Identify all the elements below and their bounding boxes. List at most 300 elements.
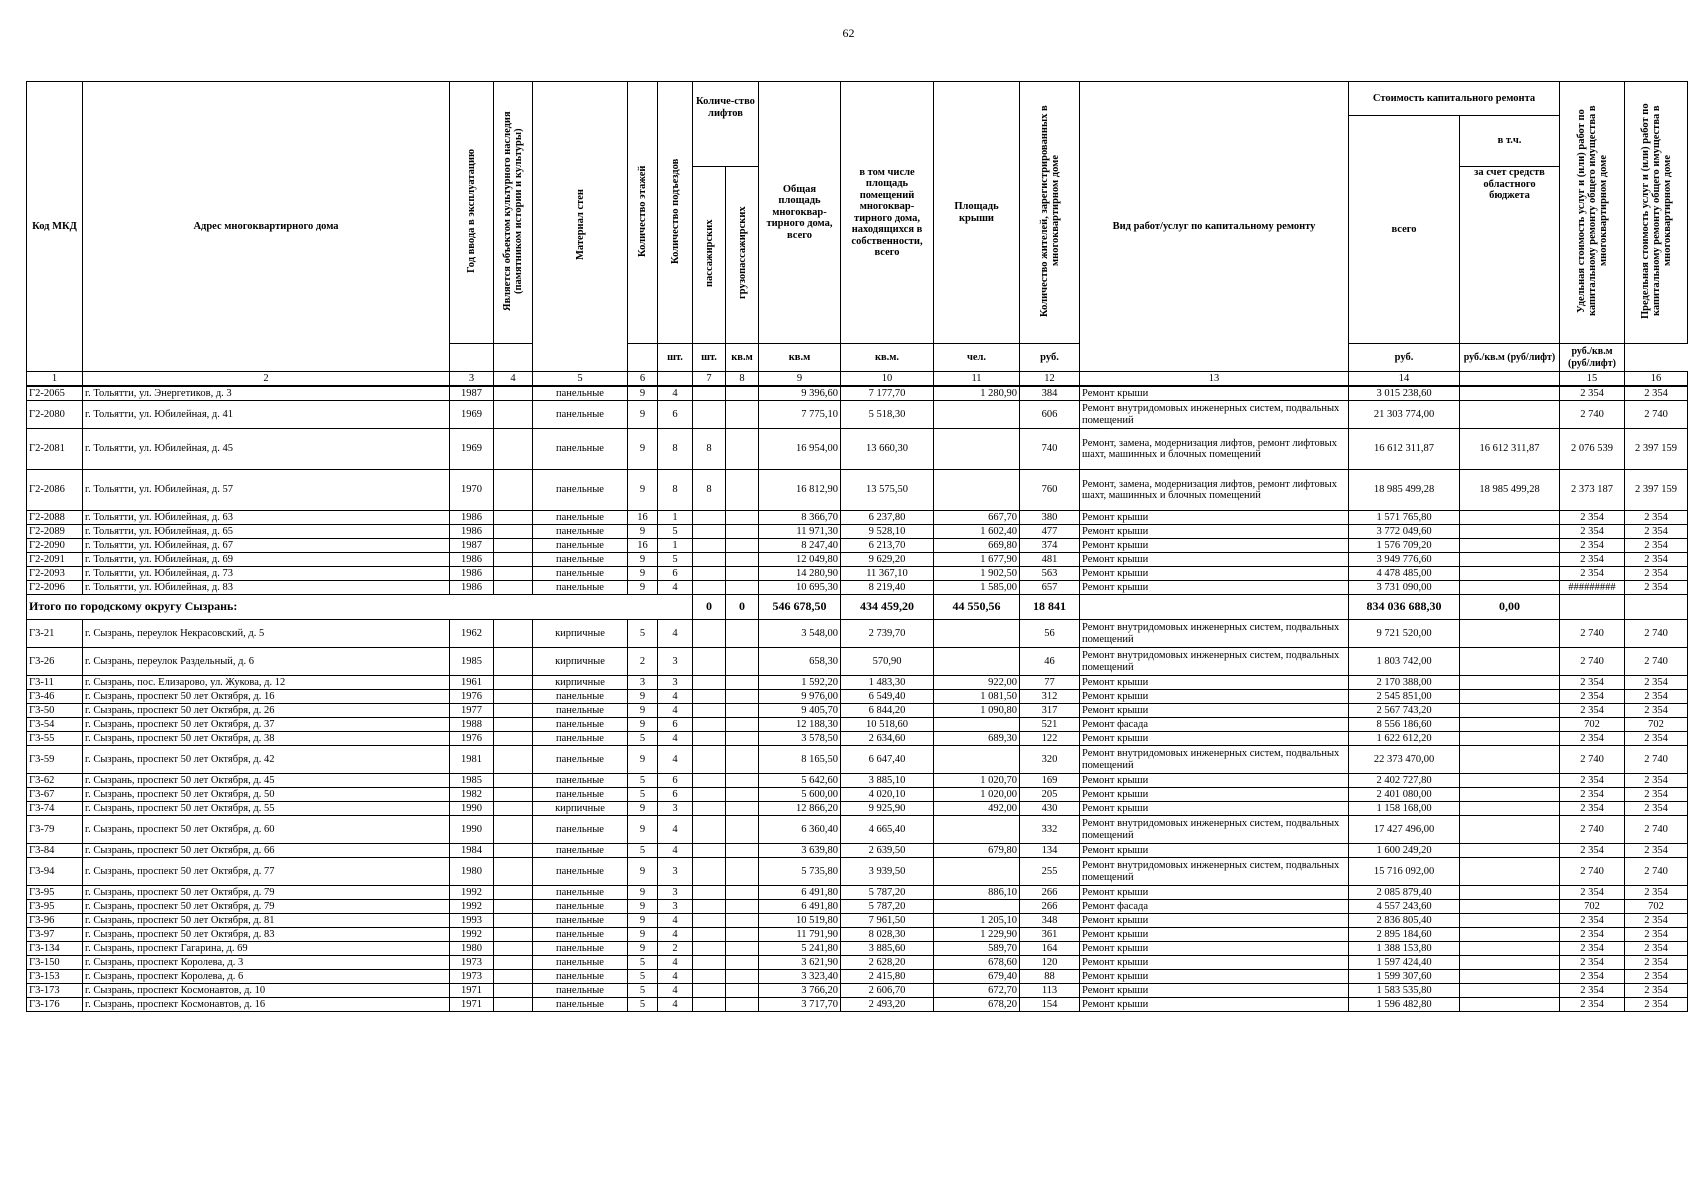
page-number: 62 xyxy=(842,26,855,40)
cell-regional xyxy=(1460,746,1560,774)
cell-year: 1980 xyxy=(450,942,494,956)
cell-cost: 1 576 709,20 xyxy=(1349,539,1460,553)
cell-cost: 1 599 307,60 xyxy=(1349,970,1460,984)
header-cost-total: всего xyxy=(1349,116,1460,344)
total-roof-area: 44 550,56 xyxy=(934,595,1020,620)
cell-heritage xyxy=(494,676,533,690)
cell-floors: 9 xyxy=(628,816,658,844)
cell-regional xyxy=(1460,525,1560,539)
cell-address: г. Сызрань, проспект Гагарина, д. 69 xyxy=(83,942,450,956)
cell-floors: 9 xyxy=(628,525,658,539)
cell-lp xyxy=(693,539,726,553)
table-row xyxy=(27,525,1688,539)
header-walls: Материал стен xyxy=(574,189,586,261)
cell-heritage xyxy=(494,648,533,676)
header-entrances: Количество подъездов xyxy=(669,158,681,264)
cell-owned-area: 3 885,10 xyxy=(841,774,934,788)
unit-total-area: кв.м xyxy=(726,344,759,372)
cell-roof-area: 1 602,40 xyxy=(934,525,1020,539)
cell-walls: панельные xyxy=(533,886,628,900)
table-row xyxy=(27,858,1688,886)
cell-walls: панельные xyxy=(533,511,628,525)
cell-year: 1971 xyxy=(450,998,494,1012)
header-address: Адрес многоквартирного дома xyxy=(83,82,450,372)
cell-cost: 22 373 470,00 xyxy=(1349,746,1460,774)
cell-entrances: 4 xyxy=(658,620,693,648)
cell-floors: 9 xyxy=(628,567,658,581)
cell-code: Г2-2091 xyxy=(27,553,83,567)
cell-roof-area xyxy=(934,746,1020,774)
column-number: 11 xyxy=(934,372,1020,387)
cell-address: г. Сызрань, проспект 50 лет Октября, д. 66 xyxy=(83,844,450,858)
cell-regional xyxy=(1460,942,1560,956)
cell-lp xyxy=(693,704,726,718)
cell-lc xyxy=(726,581,759,595)
cell-roof-area: 679,40 xyxy=(934,970,1020,984)
cell-year: 1987 xyxy=(450,539,494,553)
cell-max: 2 354 xyxy=(1625,928,1688,942)
cell-entrances: 4 xyxy=(658,914,693,928)
cell-roof-area xyxy=(934,900,1020,914)
cell-owned-area: 2 634,60 xyxy=(841,732,934,746)
cell-lc xyxy=(726,914,759,928)
table-row xyxy=(27,690,1688,704)
cell-residents: 205 xyxy=(1020,788,1080,802)
cell-cost: 1 596 482,80 xyxy=(1349,998,1460,1012)
cell-total-area: 7 775,10 xyxy=(759,401,841,429)
cell-code: Г2-2096 xyxy=(27,581,83,595)
cell-residents: 255 xyxy=(1020,858,1080,886)
cell-code: Г3-84 xyxy=(27,844,83,858)
cell-floors: 9 xyxy=(628,553,658,567)
table-row xyxy=(27,429,1688,470)
cell-total-area: 1 592,20 xyxy=(759,676,841,690)
cell-roof-area xyxy=(934,816,1020,844)
cell-residents: 606 xyxy=(1020,401,1080,429)
cell-lc xyxy=(726,704,759,718)
cell-residents: 348 xyxy=(1020,914,1080,928)
cell-owned-area: 570,90 xyxy=(841,648,934,676)
cell-year: 1982 xyxy=(450,788,494,802)
cell-floors: 2 xyxy=(628,648,658,676)
cell-work: Ремонт крыши xyxy=(1080,844,1349,858)
column-number: 13 xyxy=(1080,372,1349,387)
cell-max: 2 354 xyxy=(1625,732,1688,746)
column-number: 5 xyxy=(533,372,628,387)
cell-heritage xyxy=(494,511,533,525)
cell-max: 2 354 xyxy=(1625,802,1688,816)
cell-floors: 9 xyxy=(628,886,658,900)
cell-walls: панельные xyxy=(533,704,628,718)
cell-max: 2 354 xyxy=(1625,704,1688,718)
cell-year: 1973 xyxy=(450,970,494,984)
cell-max: 2 740 xyxy=(1625,620,1688,648)
cell-floors: 5 xyxy=(628,788,658,802)
cell-lp xyxy=(693,386,726,401)
cell-total-area: 8 366,70 xyxy=(759,511,841,525)
cell-floors: 5 xyxy=(628,732,658,746)
header-work-type: Вид работ/услуг по капитальному ремонту xyxy=(1080,82,1349,372)
cell-work: Ремонт крыши xyxy=(1080,942,1349,956)
cell-lc xyxy=(726,928,759,942)
cell-lp xyxy=(693,802,726,816)
cell-lc xyxy=(726,648,759,676)
cell-entrances: 1 xyxy=(658,539,693,553)
cell-cost: 2 170 388,00 xyxy=(1349,676,1460,690)
cell-walls: панельные xyxy=(533,539,628,553)
cell-year: 1990 xyxy=(450,802,494,816)
cell-total-area: 9 976,00 xyxy=(759,690,841,704)
cell-cost: 4 557 243,60 xyxy=(1349,900,1460,914)
cell-regional xyxy=(1460,539,1560,553)
cell-walls: панельные xyxy=(533,581,628,595)
cell-lp xyxy=(693,942,726,956)
cell-unit: 2 740 xyxy=(1560,746,1625,774)
cell-lp xyxy=(693,956,726,970)
cell-heritage xyxy=(494,539,533,553)
cell-code: Г3-11 xyxy=(27,676,83,690)
cell-max: 2 354 xyxy=(1625,539,1688,553)
cell-heritage xyxy=(494,914,533,928)
cell-roof-area: 1 229,90 xyxy=(934,928,1020,942)
cell-owned-area: 13 660,30 xyxy=(841,429,934,470)
cell-entrances: 4 xyxy=(658,386,693,401)
cell-total-area: 10 519,80 xyxy=(759,914,841,928)
column-number: 16 xyxy=(1625,372,1688,387)
cell-roof-area: 589,70 xyxy=(934,942,1020,956)
cell-total-area: 6 360,40 xyxy=(759,816,841,844)
table-row xyxy=(27,732,1688,746)
cell-lp xyxy=(693,511,726,525)
cell-unit: 2 354 xyxy=(1560,942,1625,956)
cell-regional xyxy=(1460,732,1560,746)
cell-work: Ремонт крыши xyxy=(1080,928,1349,942)
cell-work: Ремонт внутридомовых инженерных систем, подвальных помещений xyxy=(1080,816,1349,844)
cell-residents: 332 xyxy=(1020,816,1080,844)
cell-walls: панельные xyxy=(533,429,628,470)
cell-lp xyxy=(693,858,726,886)
cell-owned-area: 11 367,10 xyxy=(841,567,934,581)
cell-cost: 2 401 080,00 xyxy=(1349,788,1460,802)
cell-year: 1970 xyxy=(450,470,494,511)
cell-roof-area: 678,60 xyxy=(934,956,1020,970)
cell-lp xyxy=(693,648,726,676)
cell-address: г. Сызрань, переулок Раздельный, д. 6 xyxy=(83,648,450,676)
total-lp: 0 xyxy=(693,595,726,620)
cell-walls: панельные xyxy=(533,553,628,567)
header-cost-incl: в т.ч. xyxy=(1460,116,1560,167)
cell-regional xyxy=(1460,844,1560,858)
cell-lp xyxy=(693,401,726,429)
cell-owned-area: 2 493,20 xyxy=(841,998,934,1012)
cell-owned-area: 7 177,70 xyxy=(841,386,934,401)
cell-code: Г3-79 xyxy=(27,816,83,844)
cell-lp xyxy=(693,844,726,858)
cell-work: Ремонт крыши xyxy=(1080,914,1349,928)
cell-owned-area: 7 961,50 xyxy=(841,914,934,928)
cell-code: Г2-2093 xyxy=(27,567,83,581)
cell-code: Г3-96 xyxy=(27,914,83,928)
cell-roof-area xyxy=(934,470,1020,511)
cell-floors: 9 xyxy=(628,900,658,914)
cell-total-area: 3 548,00 xyxy=(759,620,841,648)
cell-max: 702 xyxy=(1625,718,1688,732)
cell-floors: 9 xyxy=(628,581,658,595)
cell-lp xyxy=(693,567,726,581)
cell-regional xyxy=(1460,886,1560,900)
cell-heritage xyxy=(494,886,533,900)
cell-year: 1980 xyxy=(450,858,494,886)
cell-cost: 1 600 249,20 xyxy=(1349,844,1460,858)
cell-max: 2 354 xyxy=(1625,676,1688,690)
cell-roof-area: 672,70 xyxy=(934,984,1020,998)
cell-regional xyxy=(1460,401,1560,429)
cell-lc xyxy=(726,774,759,788)
cell-total-area: 11 971,30 xyxy=(759,525,841,539)
table-row xyxy=(27,942,1688,956)
cell-entrances: 6 xyxy=(658,718,693,732)
cell-heritage xyxy=(494,858,533,886)
cell-entrances: 3 xyxy=(658,886,693,900)
cell-lc xyxy=(726,676,759,690)
cell-regional xyxy=(1460,553,1560,567)
cell-year: 1993 xyxy=(450,914,494,928)
cell-max: 2 740 xyxy=(1625,816,1688,844)
total-empty xyxy=(1560,595,1625,620)
cell-work: Ремонт крыши xyxy=(1080,886,1349,900)
cell-code: Г3-55 xyxy=(27,732,83,746)
cell-regional: 18 985 499,28 xyxy=(1460,470,1560,511)
cell-unit: 2 740 xyxy=(1560,648,1625,676)
cell-cost: 1 158 168,00 xyxy=(1349,802,1460,816)
cell-roof-area xyxy=(934,648,1020,676)
cell-heritage xyxy=(494,401,533,429)
cell-work: Ремонт крыши xyxy=(1080,802,1349,816)
cell-floors: 9 xyxy=(628,718,658,732)
column-number: 15 xyxy=(1560,372,1625,387)
cell-entrances: 4 xyxy=(658,998,693,1012)
cell-roof-area: 1 090,80 xyxy=(934,704,1020,718)
cell-code: Г3-134 xyxy=(27,942,83,956)
cell-residents: 320 xyxy=(1020,746,1080,774)
column-number: 14 xyxy=(1349,372,1460,387)
cell-max: 2 740 xyxy=(1625,746,1688,774)
cell-lp xyxy=(693,553,726,567)
column-number: 10 xyxy=(841,372,934,387)
cell-roof-area: 1 205,10 xyxy=(934,914,1020,928)
cell-year: 1992 xyxy=(450,886,494,900)
cell-unit: 2 354 xyxy=(1560,788,1625,802)
unit-roof-area: кв.м. xyxy=(841,344,934,372)
cell-floors: 9 xyxy=(628,746,658,774)
cell-heritage xyxy=(494,525,533,539)
cell-entrances: 8 xyxy=(658,470,693,511)
cell-heritage xyxy=(494,942,533,956)
cell-code: Г3-46 xyxy=(27,690,83,704)
cell-unit: 2 354 xyxy=(1560,956,1625,970)
cell-owned-area: 6 647,40 xyxy=(841,746,934,774)
cell-work: Ремонт крыши xyxy=(1080,676,1349,690)
cell-code: Г3-26 xyxy=(27,648,83,676)
cell-code: Г3-95 xyxy=(27,886,83,900)
column-number: 6 xyxy=(628,372,658,387)
cell-unit: 2 354 xyxy=(1560,914,1625,928)
cell-residents: 169 xyxy=(1020,774,1080,788)
cell-roof-area: 669,80 xyxy=(934,539,1020,553)
cell-heritage xyxy=(494,816,533,844)
cell-unit: 2 354 xyxy=(1560,998,1625,1012)
cell-floors: 9 xyxy=(628,858,658,886)
cell-walls: панельные xyxy=(533,984,628,998)
cell-year: 1985 xyxy=(450,648,494,676)
cell-address: г. Сызрань, проспект 50 лет Октября, д. 16 xyxy=(83,690,450,704)
cell-address: г. Сызрань, проспект 50 лет Октября, д. 38 xyxy=(83,732,450,746)
cell-floors: 9 xyxy=(628,704,658,718)
cell-lc xyxy=(726,984,759,998)
cell-heritage xyxy=(494,429,533,470)
cell-year: 1981 xyxy=(450,746,494,774)
cell-owned-area: 3 885,60 xyxy=(841,942,934,956)
cell-heritage xyxy=(494,690,533,704)
cell-heritage xyxy=(494,567,533,581)
cell-max: 2 354 xyxy=(1625,525,1688,539)
cell-work: Ремонт крыши xyxy=(1080,732,1349,746)
table-row xyxy=(27,886,1688,900)
cell-lp: 8 xyxy=(693,429,726,470)
cell-year: 1976 xyxy=(450,690,494,704)
cell-floors: 5 xyxy=(628,956,658,970)
cell-roof-area: 689,30 xyxy=(934,732,1020,746)
cell-cost: 2 402 727,80 xyxy=(1349,774,1460,788)
cell-lp xyxy=(693,774,726,788)
cell-floors: 5 xyxy=(628,774,658,788)
header-code: Код МКД xyxy=(27,82,83,372)
cell-lp: 8 xyxy=(693,470,726,511)
cell-heritage xyxy=(494,470,533,511)
cell-year: 1969 xyxy=(450,401,494,429)
cell-code: Г2-2065 xyxy=(27,386,83,401)
cell-lc xyxy=(726,858,759,886)
cell-total-area: 12 049,80 xyxy=(759,553,841,567)
cell-code: Г2-2090 xyxy=(27,539,83,553)
cell-unit: 702 xyxy=(1560,900,1625,914)
cell-work: Ремонт внутридомовых инженерных систем, подвальных помещений xyxy=(1080,401,1349,429)
cell-unit: 2 354 xyxy=(1560,676,1625,690)
cell-owned-area: 8 219,40 xyxy=(841,581,934,595)
cell-unit: 2 354 xyxy=(1560,732,1625,746)
cell-walls: панельные xyxy=(533,858,628,886)
cell-lp xyxy=(693,970,726,984)
cell-walls: панельные xyxy=(533,690,628,704)
cell-heritage xyxy=(494,553,533,567)
cell-roof-area xyxy=(934,429,1020,470)
cell-entrances: 3 xyxy=(658,648,693,676)
cell-lc xyxy=(726,956,759,970)
cell-unit: 2 076 539 xyxy=(1560,429,1625,470)
cell-roof-area: 1 585,00 xyxy=(934,581,1020,595)
table-row xyxy=(27,746,1688,774)
cell-lp xyxy=(693,676,726,690)
cell-address: г. Сызрань, проспект 50 лет Октября, д. 42 xyxy=(83,746,450,774)
cell-address: г. Сызрань, проспект Королева, д. 3 xyxy=(83,956,450,970)
cell-code: Г3-67 xyxy=(27,788,83,802)
cell-owned-area: 13 575,50 xyxy=(841,470,934,511)
cell-entrances: 8 xyxy=(658,429,693,470)
cell-year: 1987 xyxy=(450,386,494,401)
cell-address: г. Сызрань, проспект 50 лет Октября, д. 60 xyxy=(83,816,450,844)
cell-total-area: 16 954,00 xyxy=(759,429,841,470)
cell-heritage xyxy=(494,620,533,648)
table-row xyxy=(27,956,1688,970)
cell-lp xyxy=(693,746,726,774)
cell-walls: панельные xyxy=(533,970,628,984)
column-number: 4 xyxy=(494,372,533,387)
cell-address: г. Сызрань, проспект 50 лет Октября, д. 79 xyxy=(83,886,450,900)
cell-roof-area: 679,80 xyxy=(934,844,1020,858)
cell-address: г. Тольятти, ул. Юбилейная, д. 73 xyxy=(83,567,450,581)
cell-lc xyxy=(726,886,759,900)
cell-regional xyxy=(1460,914,1560,928)
cell-max: 2 354 xyxy=(1625,386,1688,401)
cell-year: 1985 xyxy=(450,774,494,788)
table-row xyxy=(27,816,1688,844)
unit-lifts-passenger: шт. xyxy=(658,344,693,372)
cell-total-area: 3 621,90 xyxy=(759,956,841,970)
cell-total-area: 14 280,90 xyxy=(759,567,841,581)
cell-unit: 2 354 xyxy=(1560,774,1625,788)
table-row xyxy=(27,539,1688,553)
cell-regional xyxy=(1460,648,1560,676)
cell-address: г. Сызрань, переулок Некрасовский, д. 5 xyxy=(83,620,450,648)
cell-unit: 2 354 xyxy=(1560,886,1625,900)
cell-total-area: 9 396,60 xyxy=(759,386,841,401)
unit-residents: чел. xyxy=(934,344,1020,372)
cell-roof-area: 678,20 xyxy=(934,998,1020,1012)
cell-work: Ремонт крыши xyxy=(1080,567,1349,581)
cell-lc xyxy=(726,553,759,567)
cell-work: Ремонт внутридомовых инженерных систем, подвальных помещений xyxy=(1080,746,1349,774)
cell-cost: 2 085 879,40 xyxy=(1349,886,1460,900)
cell-year: 1986 xyxy=(450,567,494,581)
cell-work: Ремонт фасада xyxy=(1080,718,1349,732)
cell-floors: 9 xyxy=(628,914,658,928)
cell-year: 1969 xyxy=(450,429,494,470)
cell-unit: 2 354 xyxy=(1560,802,1625,816)
cell-work: Ремонт, замена, модернизация лифтов, ремонт лифтовых шахт, машинных и блочных помещений xyxy=(1080,470,1349,511)
cell-address: г. Сызрань, проспект 50 лет Октября, д. 79 xyxy=(83,900,450,914)
cell-walls: кирпичные xyxy=(533,648,628,676)
cell-year: 1986 xyxy=(450,511,494,525)
cell-lp xyxy=(693,816,726,844)
cell-total-area: 5 642,60 xyxy=(759,774,841,788)
cell-residents: 164 xyxy=(1020,942,1080,956)
cell-unit: 2 354 xyxy=(1560,984,1625,998)
cell-regional xyxy=(1460,567,1560,581)
cell-total-area: 3 323,40 xyxy=(759,970,841,984)
cell-address: г. Сызрань, проспект Космонавтов, д. 16 xyxy=(83,998,450,1012)
cell-address: г. Тольятти, ул. Энергетиков, д. 3 xyxy=(83,386,450,401)
cell-owned-area: 5 787,20 xyxy=(841,900,934,914)
cell-address: г. Сызрань, проспект 50 лет Октября, д. 50 xyxy=(83,788,450,802)
cell-address: г. Тольятти, ул. Юбилейная, д. 83 xyxy=(83,581,450,595)
cell-walls: панельные xyxy=(533,900,628,914)
unit-max-cost: руб./кв.м (руб/лифт) xyxy=(1560,344,1625,372)
cell-total-area: 658,30 xyxy=(759,648,841,676)
cell-regional xyxy=(1460,998,1560,1012)
cell-entrances: 4 xyxy=(658,956,693,970)
cell-cost: 18 985 499,28 xyxy=(1349,470,1460,511)
cell-code: Г3-94 xyxy=(27,858,83,886)
